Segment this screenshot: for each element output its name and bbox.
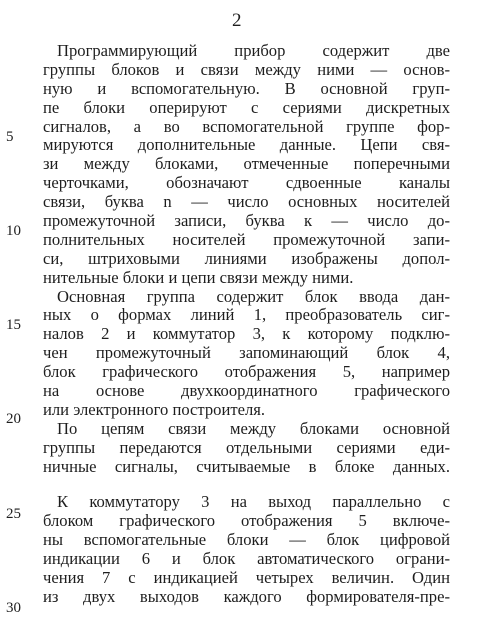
text-line: ничные сигналы, считываемые в блоке данных. xyxy=(43,457,450,476)
page-number: 2 xyxy=(232,10,242,31)
text-line: черточками, обозначают сдвоенные каналы xyxy=(43,174,450,193)
text-line: По цепям связи между блоками основной xyxy=(57,419,450,438)
text-line: ную и вспомогательную. В основной груп- xyxy=(43,79,450,98)
text-line: Программирующий прибор содержит две xyxy=(57,42,450,60)
text-line: пе блоки оперируют с сериями дискретных xyxy=(43,98,450,117)
paragraph xyxy=(43,288,450,420)
paragraph xyxy=(43,493,450,606)
text-line: мируются дополнительные данные. Цепи свя- xyxy=(43,136,450,155)
text-line: ны вспомогательные блоки — блок цифровой xyxy=(43,531,450,550)
text-line: индикации 6 и блок автоматического ограни- xyxy=(43,550,450,569)
text-line: из двух выходов каждого формирователя-пре- xyxy=(43,587,450,606)
text-line: зи между блоками, отмеченные поперечными xyxy=(43,155,450,174)
text-line: блок графического отображения 5, например xyxy=(43,363,450,382)
text-line: си, штриховыми линиями изображены допол- xyxy=(43,249,450,268)
text-line: промежуточной записи, буква к — число до- xyxy=(43,212,450,231)
line-number-15: 15 xyxy=(6,317,21,333)
text-line: Основная группа содержит блок ввода дан- xyxy=(57,287,450,306)
text-line: на основе двухкоординатного графического xyxy=(43,382,450,401)
text-line: группы блоков и связи между ними — основ- xyxy=(43,60,450,79)
paragraph xyxy=(43,420,450,477)
text-line: К коммутатору 3 на выход параллельно с xyxy=(57,493,450,512)
paragraph xyxy=(43,42,450,288)
text-line: блоком графического отображения 5 включе- xyxy=(43,512,450,531)
text-line: группы передаются отдельными сериями еди- xyxy=(43,438,450,457)
line-number-20: 20 xyxy=(6,411,21,427)
line-number-30: 30 xyxy=(6,600,21,616)
text-line: связи, буква n — число основных носителей xyxy=(43,193,450,212)
text-line: чен промежуточный запоминающий блок 4, xyxy=(43,344,450,363)
line-number-25: 25 xyxy=(6,506,21,522)
text-line: чения 7 с индикацией четырех величин. Один xyxy=(43,569,450,588)
text-line: ных о формах линий 1, преобразователь сиг- xyxy=(43,306,450,325)
text-line: сигналов, а во вспомогательной группе фор- xyxy=(43,117,450,136)
text-line: налов 2 и коммутатор 3, к которому подклю- xyxy=(43,325,450,344)
text-line: нительные блоки и цепи связи между ними. xyxy=(43,268,354,287)
text-line: или электронного построителя. xyxy=(43,400,266,419)
line-number-10: 10 xyxy=(6,223,21,239)
paragraph-gap xyxy=(43,476,450,493)
line-number-5: 5 xyxy=(6,129,14,145)
body-text xyxy=(43,42,450,607)
text-line: полнительных носителей промежуточной запи- xyxy=(43,230,450,249)
